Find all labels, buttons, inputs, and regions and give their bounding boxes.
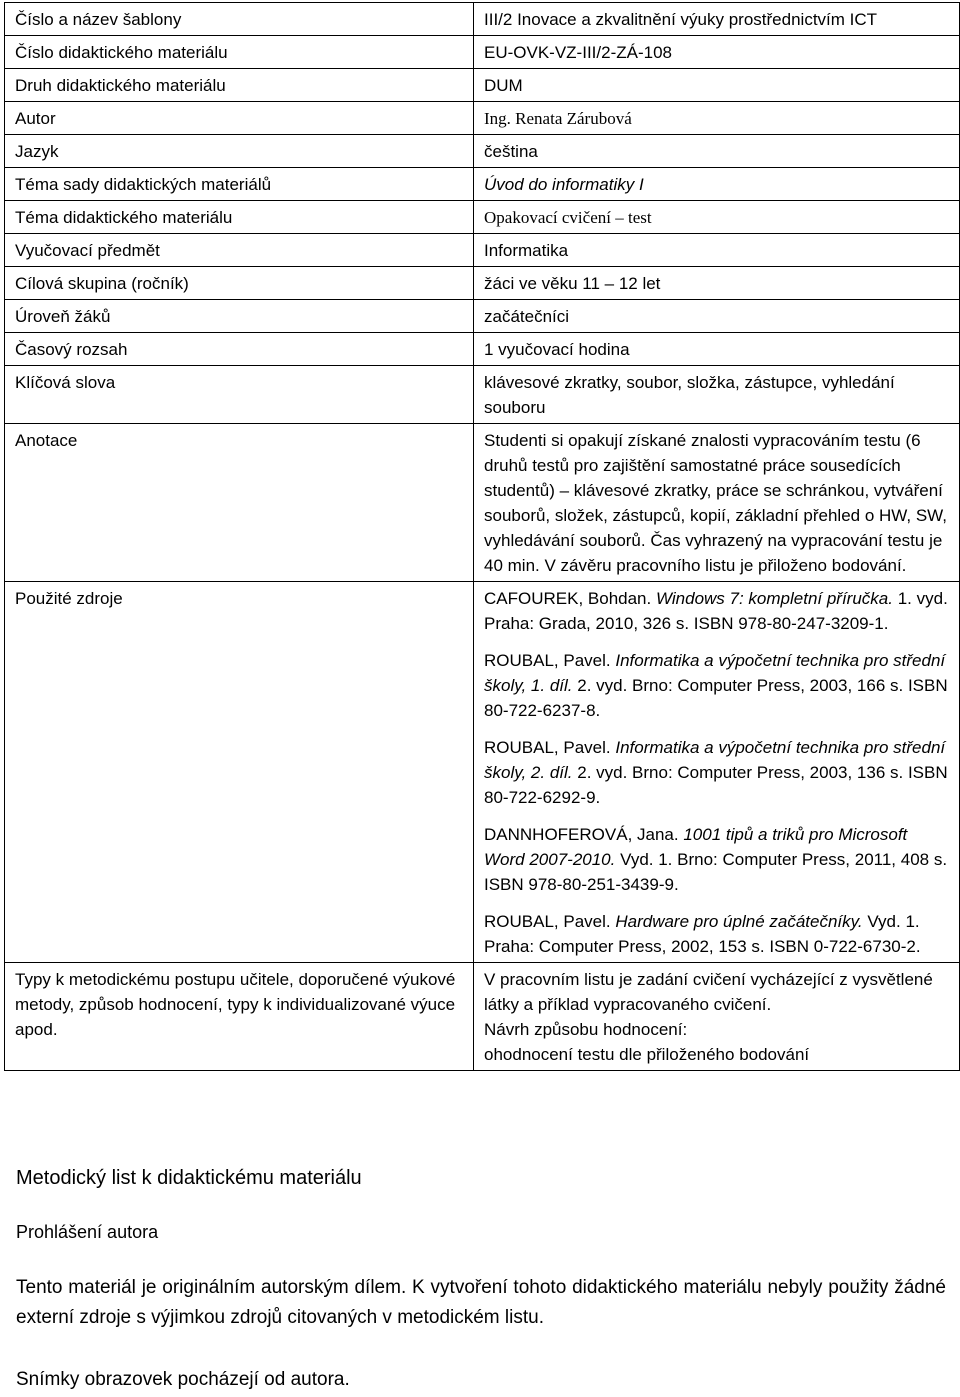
row-label: Jazyk xyxy=(5,135,474,168)
section-heading: Prohlášení autora xyxy=(16,1222,159,1242)
row-value: EU-OVK-VZ-III/2-ZÁ-108 xyxy=(474,36,960,69)
ref-title: Windows 7: kompletní příručka. xyxy=(655,589,893,608)
ref-author: ROUBAL, Pavel. xyxy=(484,912,611,931)
ref-author: ROUBAL, Pavel. xyxy=(484,651,611,670)
row-label: Téma sady didaktických materiálů xyxy=(5,168,474,201)
methods-line: ohodnocení testu dle přiloženého bodování xyxy=(484,1045,810,1064)
author-statement: Tento materiál je originálním autorským dílem. K vytvoření tohoto didaktického materiálu nebyly použity žádné externí zdroje s výjimkou zdrojů citovaných v metodickém listu. xyxy=(16,1277,946,1328)
table-row xyxy=(5,3,960,36)
table-row xyxy=(5,234,960,267)
row-value: čeština xyxy=(474,135,960,168)
row-label: Klíčová slova xyxy=(5,366,474,424)
table-row-methods xyxy=(5,963,960,1071)
row-label: Anotace xyxy=(5,424,474,582)
table-row-sources xyxy=(5,582,960,963)
methods-text xyxy=(474,963,960,1071)
ref-title: 1001 tipů a triků pro Microsoft Word 2007-2010. xyxy=(484,825,908,869)
ref-details: 1. vyd. Praha: Grada, 2010, 326 s. ISBN 978-80-247-3209-1. xyxy=(484,589,948,633)
table-row xyxy=(5,201,960,234)
ref-title: Hardware pro úplné začátečníky. xyxy=(615,912,863,931)
reference-item xyxy=(484,909,949,959)
table-row xyxy=(5,300,960,333)
ref-details: Vyd. 1. Brno: Computer Press, 2011, 408 s. ISBN 978-80-251-3439-9. xyxy=(484,850,948,894)
document-title: Metodický list k didaktickému materiálu xyxy=(16,1167,362,1189)
row-label: Autor xyxy=(5,102,474,135)
reference-item xyxy=(484,735,949,810)
row-value: Studenti si opakují získané znalosti vypracováním testu (6 druhů testů pro zajištění samostatné práce sousedících studentů) – klávesové zkratky, práce se schránkou, vytváření souborů, složek, zástupců, kopií, základní přehled o HW, SW, vyhledávání souborů. Čas vyhrazený na vypracování testu je 40 min. V závěru pracovního listu je přiloženo bodování. xyxy=(474,424,960,582)
ref-details: 2. vyd. Brno: Computer Press, 2003, 136 s. ISBN 80-722-6292-9. xyxy=(484,763,948,807)
row-value: klávesové zkratky, soubor, složka, zástupce, vyhledání souboru xyxy=(474,366,960,424)
table-row xyxy=(5,424,960,582)
reference-item xyxy=(484,586,949,636)
table-row xyxy=(5,102,960,135)
row-label: Cílová skupina (ročník) xyxy=(5,267,474,300)
methods-line: V pracovním listu je zadání cvičení vycházející z vysvětlené látky a příklad vypracovaného cvičení. xyxy=(484,970,933,1014)
row-label: Vyučovací předmět xyxy=(5,234,474,267)
row-label: Typy k metodickému postupu učitele, doporučené výukové metody, způsob hodnocení, typy k individualizované výuce apod. xyxy=(5,963,474,1071)
table-row xyxy=(5,69,960,102)
ref-title: Informatika a výpočetní technika pro střední školy, 1. díl. xyxy=(484,651,946,695)
row-label: Číslo a název šablony xyxy=(5,3,474,36)
ref-author: DANNHOFEROVÁ, Jana. xyxy=(484,825,679,844)
row-label: Druh didaktického materiálu xyxy=(5,69,474,102)
table-row xyxy=(5,366,960,424)
row-value: Opakovací cvičení – test xyxy=(474,201,960,234)
table-row xyxy=(5,168,960,201)
ref-author: ROUBAL, Pavel. xyxy=(484,738,611,757)
row-value: začátečníci xyxy=(474,300,960,333)
metadata-table xyxy=(4,2,960,1071)
methods-line: Návrh způsobu hodnocení: xyxy=(484,1020,688,1039)
row-label: Použité zdroje xyxy=(5,582,474,963)
table-row xyxy=(5,135,960,168)
table-row xyxy=(5,36,960,69)
row-label: Úroveň žáků xyxy=(5,300,474,333)
row-value: 1 vyučovací hodina xyxy=(474,333,960,366)
row-value: Úvod do informatiky I xyxy=(474,168,960,201)
row-value: Informatika xyxy=(474,234,960,267)
reference-item xyxy=(484,822,949,897)
sources-list xyxy=(474,582,960,963)
row-label: Téma didaktického materiálu xyxy=(5,201,474,234)
ref-author: CAFOUREK, Bohdan. xyxy=(484,589,652,608)
ref-title: Informatika a výpočetní technika pro střední školy, 2. díl. xyxy=(484,738,946,782)
ref-details: Vyd. 1. Praha: Computer Press, 2002, 153 s. ISBN 0-722-6730-2. xyxy=(484,912,921,956)
table-row xyxy=(5,333,960,366)
reference-item xyxy=(484,648,949,723)
screenshots-note: Snímky obrazovek pocházejí od autora. xyxy=(16,1369,350,1390)
ref-details: 2. vyd. Brno: Computer Press, 2003, 166 s. ISBN 80-722-6237-8. xyxy=(484,676,948,720)
table-row xyxy=(5,267,960,300)
row-value: Ing. Renata Zárubová xyxy=(474,102,960,135)
row-value: DUM xyxy=(474,69,960,102)
row-value: žáci ve věku 11 – 12 let xyxy=(474,267,960,300)
row-label: Číslo didaktického materiálu xyxy=(5,36,474,69)
row-value: III/2 Inovace a zkvalitnění výuky prostřednictvím ICT xyxy=(474,3,960,36)
row-label: Časový rozsah xyxy=(5,333,474,366)
